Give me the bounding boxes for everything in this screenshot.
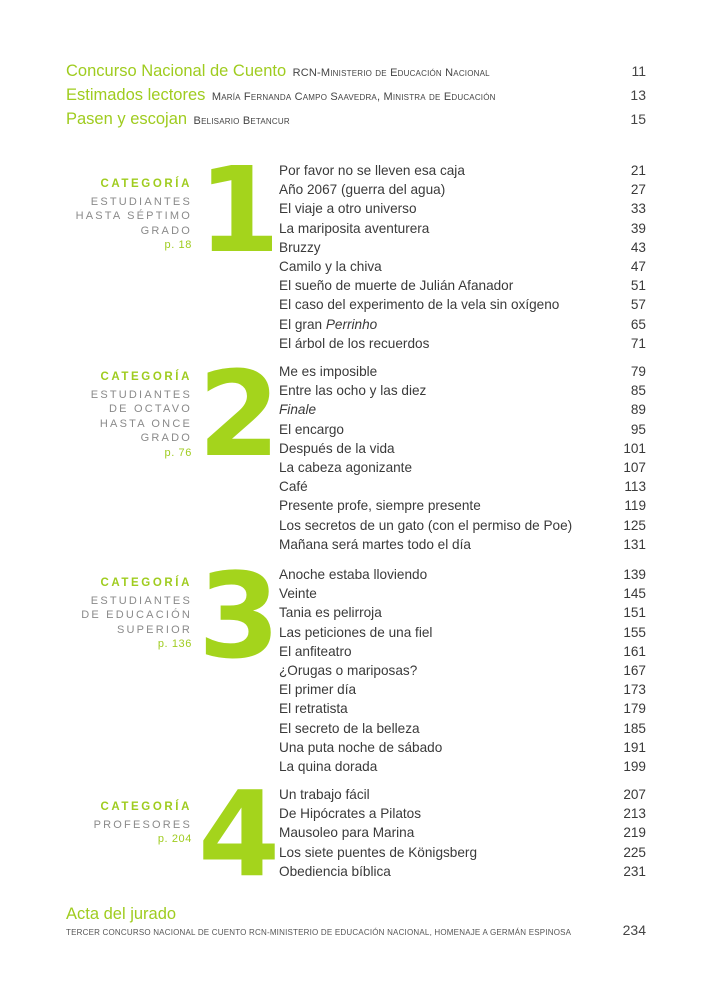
intro-entry: [66, 84, 646, 106]
category-word: CATEGORÍA: [100, 577, 192, 589]
story-page-number: 95: [630, 421, 646, 437]
category-description-line: GRADO: [140, 432, 192, 444]
story-title: Obediencia bíblica: [279, 863, 391, 879]
story-title: Los siete puentes de Königsberg: [279, 844, 478, 860]
story-page-number: 219: [623, 825, 646, 841]
story-entry[interactable]: [279, 603, 646, 622]
story-page-number: 47: [630, 258, 646, 274]
story-title: Año 2067 (guerra del agua): [279, 182, 446, 198]
category-description-line: HASTA SÉPTIMO: [75, 210, 192, 222]
category-description-line: GRADO: [140, 224, 192, 237]
story-page-number: 179: [623, 701, 646, 717]
story-entry[interactable]: [279, 699, 646, 718]
story-entry[interactable]: [279, 757, 646, 776]
story-entry[interactable]: [279, 661, 646, 680]
story-page-number: 155: [623, 624, 646, 640]
story-page-number: 65: [630, 316, 646, 332]
story-page-number: 213: [623, 806, 646, 822]
story-entry[interactable]: [279, 862, 646, 881]
story-page-number: 85: [630, 383, 646, 399]
story-title: Camilo y la chiva: [279, 258, 382, 274]
story-page-number: 51: [630, 278, 646, 294]
category-1-label: [76, 177, 192, 253]
story-entry[interactable]: [279, 642, 646, 661]
acta-title: Acta del jurado: [66, 905, 177, 923]
story-entry[interactable]: [279, 680, 646, 699]
story-title: Tania es pelirroja: [279, 605, 382, 621]
category-description-line: PROFESORES: [93, 818, 192, 831]
story-title: El secreto de la belleza: [279, 720, 420, 736]
story-title: El gran Perrinho: [279, 316, 378, 332]
story-entry[interactable]: [279, 199, 646, 218]
story-entry[interactable]: [279, 738, 646, 757]
story-entry[interactable]: [279, 719, 646, 738]
story-title: El encargo: [279, 421, 344, 437]
intro-title: Pasen y escojan: [66, 110, 188, 128]
story-page-number: 43: [630, 239, 646, 255]
story-page-number: 131: [623, 536, 646, 552]
story-title: Mausoleo para Marina: [279, 825, 415, 841]
story-title: Por favor no se lleven esa caja: [279, 163, 465, 178]
story-page-number: 125: [623, 517, 646, 533]
story-title: Mañana será martes todo el día: [279, 536, 471, 552]
story-entry[interactable]: [279, 843, 646, 862]
story-title: Presente profe, siempre presente: [279, 498, 481, 514]
story-entry[interactable]: [279, 180, 646, 199]
story-entry[interactable]: [279, 785, 646, 804]
intro-entry: [66, 108, 646, 130]
story-page-number: 33: [630, 201, 646, 217]
story-page-number: 57: [630, 297, 646, 313]
intro-page-number: 13: [630, 87, 646, 103]
category-word: CATEGORÍA: [100, 371, 192, 383]
story-page-number: 161: [623, 643, 646, 659]
story-title: Entre las ocho y las diez: [279, 383, 427, 399]
story-entry[interactable]: [279, 400, 646, 419]
story-page-number: 191: [623, 739, 646, 755]
story-title: Bruzzy: [279, 239, 321, 255]
story-entry[interactable]: [279, 496, 646, 515]
category-word: CATEGORÍA: [100, 801, 192, 813]
category-3-label: [81, 576, 192, 652]
story-entry[interactable]: [279, 238, 646, 257]
category-page-ref: p. 204: [157, 833, 192, 845]
category-page-ref: p. 18: [164, 239, 192, 251]
story-entry[interactable]: [279, 420, 646, 439]
category-description-line: SUPERIOR: [116, 623, 192, 636]
story-entry[interactable]: [279, 584, 646, 603]
intro-author: RCN-Ministerio de Educación Nacional: [292, 67, 490, 79]
story-page-number: 167: [623, 662, 646, 678]
story-page-number: 79: [630, 364, 646, 379]
story-title: La mariposita aventurera: [279, 220, 430, 236]
story-title: Los secretos de un gato (con el permiso de Poe): [279, 517, 573, 533]
intro-entry: [66, 60, 646, 82]
story-title: Después de la vida: [279, 440, 395, 456]
intro-author: Belisario Betancur: [193, 115, 290, 127]
story-title: Una puta noche de sábado: [279, 739, 443, 755]
story-title: El sueño de muerte de Julián Afanador: [279, 278, 514, 294]
category-description-line: ESTUDIANTES: [90, 594, 192, 607]
category-3-story-list: [279, 565, 646, 776]
story-entry[interactable]: [279, 516, 646, 535]
story-title: El viaje a otro universo: [279, 201, 417, 217]
category-description-line: HASTA ONCE: [99, 417, 192, 430]
story-title: Las peticiones de una fiel: [279, 624, 433, 640]
story-title: Me es imposible: [279, 364, 378, 379]
story-page-number: 71: [630, 335, 646, 351]
story-title: Finale: [279, 402, 317, 418]
story-title: El primer día: [279, 682, 357, 698]
story-page-number: 107: [623, 459, 646, 475]
category-4-number: 4: [198, 765, 281, 903]
story-page-number: 113: [624, 479, 646, 495]
category-4-story-list: [279, 785, 646, 881]
category-2-story-list: [279, 362, 646, 554]
story-title: La cabeza agonizante: [279, 459, 413, 475]
category-description-line: DE OCTAVO: [109, 403, 192, 415]
story-entry[interactable]: [279, 535, 646, 554]
category-3-number: 3: [198, 547, 281, 685]
category-1-number: 1: [198, 141, 281, 279]
story-title: ¿Orugas o mariposas?: [279, 662, 418, 678]
story-page-number: 199: [623, 758, 646, 774]
story-title: Un trabajo fácil: [279, 787, 370, 802]
story-page-number: 185: [623, 720, 646, 736]
story-entry[interactable]: [279, 362, 646, 381]
story-title: De Hipócrates a Pilatos: [279, 806, 422, 822]
story-title: La quina dorada: [279, 758, 378, 774]
story-page-number: 225: [623, 844, 646, 860]
story-page-number: 207: [623, 787, 646, 802]
category-description-line: ESTUDIANTES: [90, 195, 192, 208]
story-entry[interactable]: [279, 276, 646, 295]
story-entry[interactable]: [279, 219, 646, 238]
category-2-label: [91, 370, 192, 460]
intro-title: Concurso Nacional de Cuento: [66, 62, 287, 80]
story-title: El árbol de los recuerdos: [279, 335, 430, 351]
category-2-number: 2: [198, 345, 281, 483]
category-4-label: [94, 800, 192, 847]
story-entry[interactable]: [279, 315, 646, 334]
story-entry[interactable]: [279, 161, 646, 180]
story-page-number: 145: [623, 586, 646, 602]
story-title: El retratista: [279, 701, 348, 717]
acta-subtitle: TERCER CONCURSO NACIONAL DE CUENTO RCN-MINISTERIO DE EDUCACIÓN NACIONAL, HOMENAJE A GERMÁN ESPINOSA: [66, 928, 572, 937]
intro-author: María Fernanda Campo Saavedra, Ministra de Educación: [211, 91, 496, 103]
story-title: Café: [279, 479, 308, 495]
category-word: CATEGORÍA: [100, 178, 192, 190]
story-page-number: 21: [630, 163, 646, 178]
category-description-line: DE EDUCACIÓN: [81, 609, 192, 621]
category-page-ref: p. 136: [157, 638, 192, 650]
story-entry[interactable]: [279, 565, 646, 584]
story-entry[interactable]: [279, 477, 646, 496]
story-entry[interactable]: [279, 458, 646, 477]
category-page-ref: p. 76: [164, 446, 192, 459]
story-page-number: 231: [623, 863, 646, 879]
category-1-story-list: [279, 161, 646, 353]
story-page-number: 119: [624, 498, 646, 514]
story-entry[interactable]: [279, 623, 646, 642]
intro-page-number: 11: [631, 63, 646, 79]
story-title: Veinte: [279, 586, 317, 602]
story-page-number: 101: [623, 440, 646, 456]
story-entry[interactable]: [279, 381, 646, 400]
story-title: Anoche estaba lloviendo: [279, 567, 428, 582]
story-page-number: 89: [630, 402, 646, 418]
story-title: El anfiteatro: [279, 643, 352, 659]
story-page-number: 173: [623, 682, 646, 698]
story-entry[interactable]: [279, 439, 646, 458]
story-page-number: 139: [623, 567, 646, 582]
story-entry[interactable]: [279, 257, 646, 276]
story-entry[interactable]: [279, 334, 646, 353]
story-page-number: 27: [630, 182, 646, 198]
category-description-line: ESTUDIANTES: [90, 388, 192, 401]
intro-title: Estimados lectores: [66, 86, 206, 104]
story-page-number: 151: [623, 605, 646, 621]
story-entry[interactable]: [279, 804, 646, 823]
acta-page-number: 234: [622, 922, 646, 938]
story-title: El caso del experimento de la vela sin oxígeno: [279, 297, 560, 313]
story-entry[interactable]: [279, 823, 646, 842]
story-entry[interactable]: [279, 295, 646, 314]
story-page-number: 39: [630, 220, 646, 236]
intro-page-number: 15: [630, 111, 646, 127]
